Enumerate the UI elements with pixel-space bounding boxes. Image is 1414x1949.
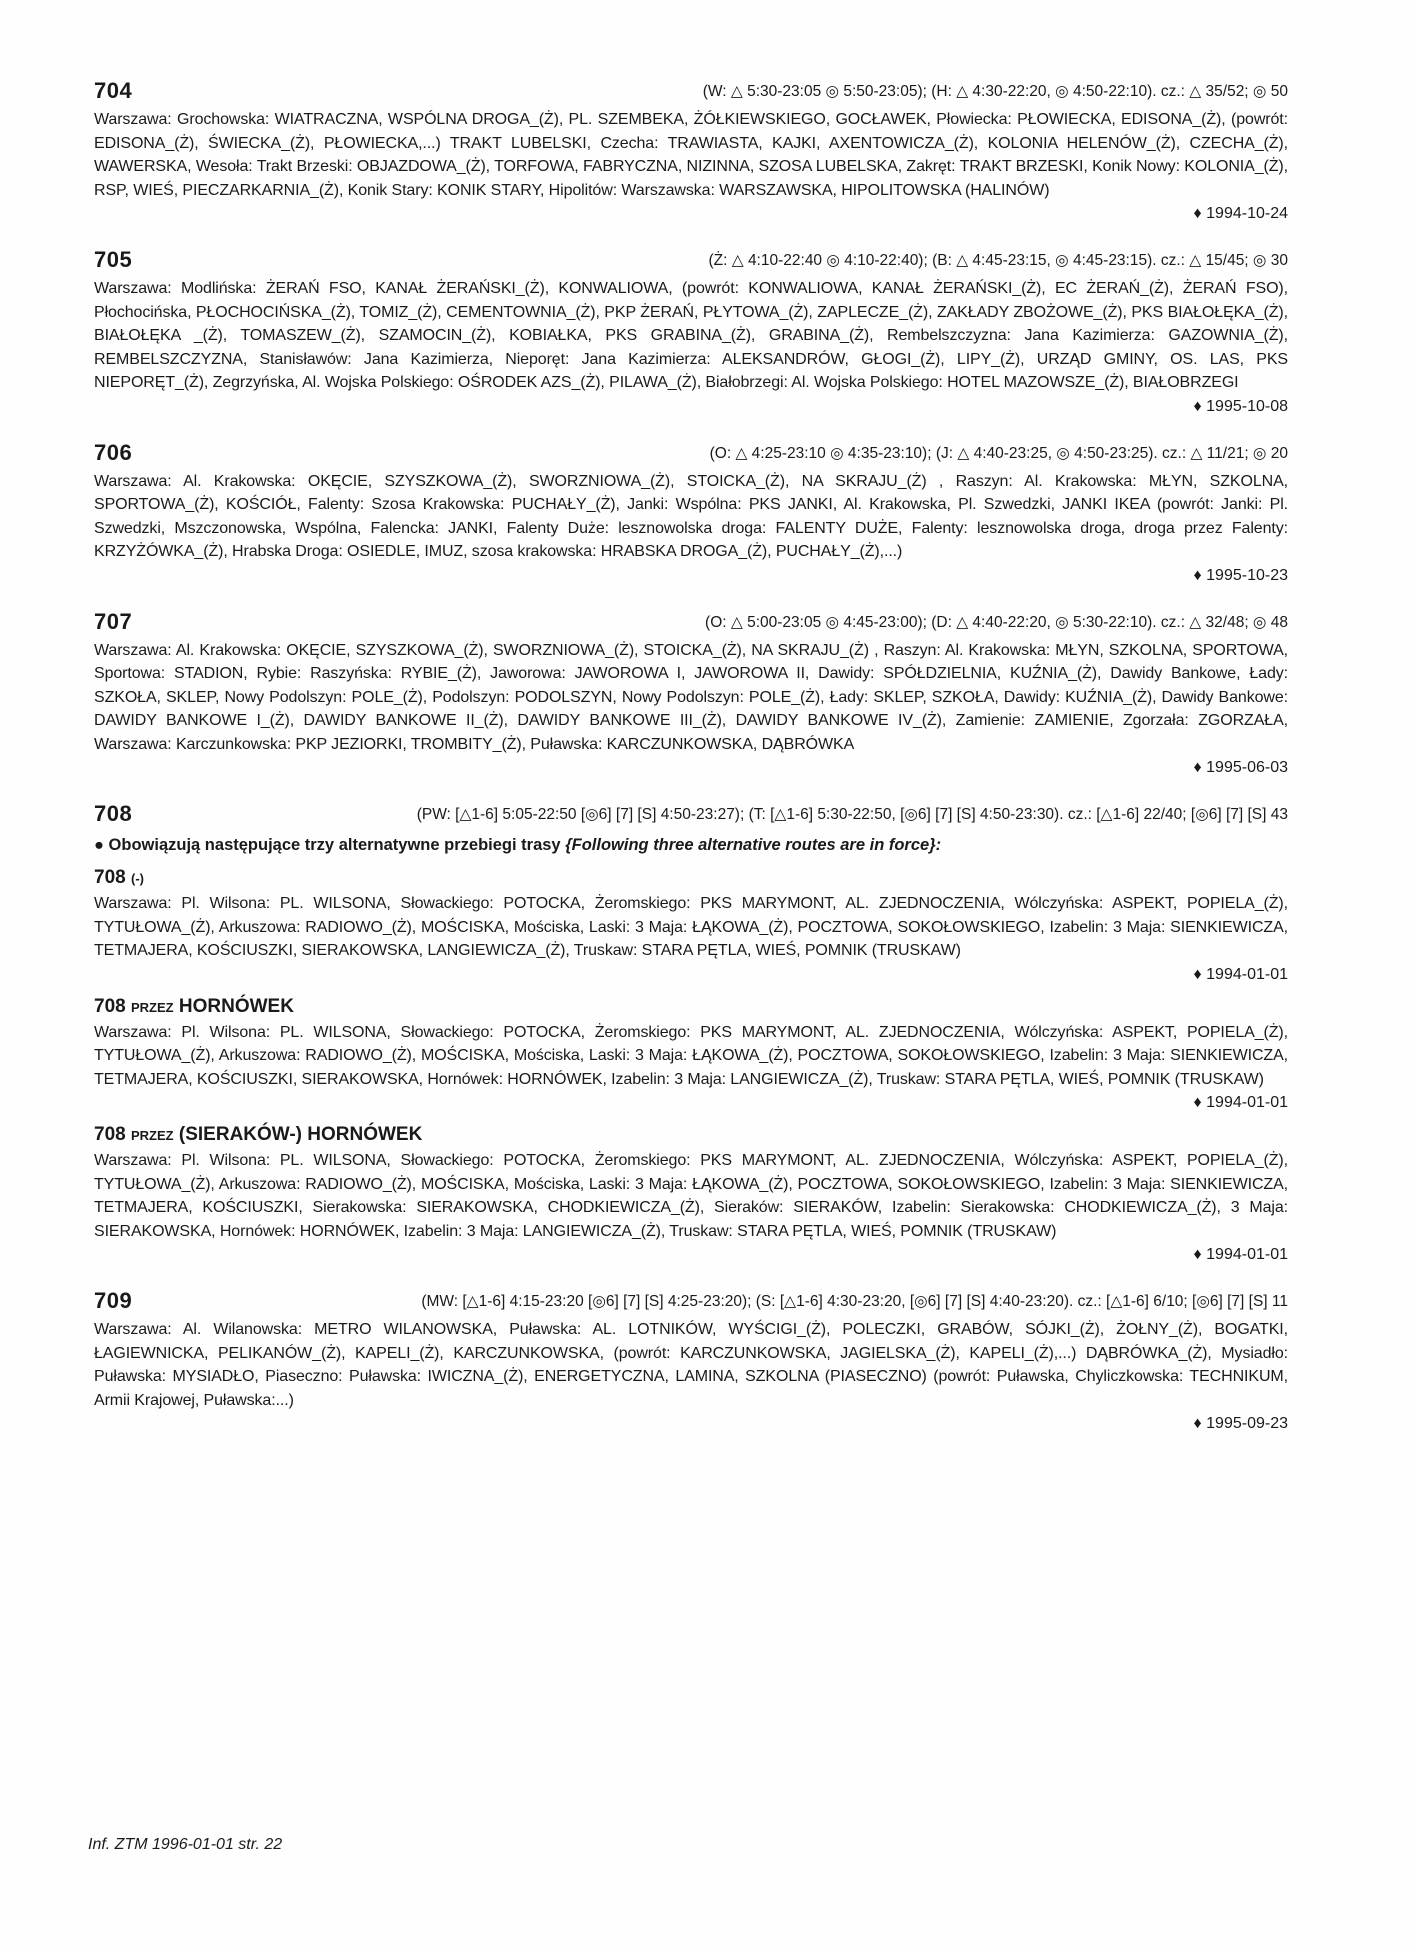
schedule-info: (O: △ 4:25-23:10 ◎ 4:35-23:10); (J: △ 4:40-23:25, ◎ 4:50-23:25). cz.: △ 11/21; ◎ 20 (709, 444, 1288, 462)
notice-text: ● Obowiązują następujące trzy alternatywne przebiegi trasy (94, 836, 561, 854)
route-entry-708 (94, 801, 1288, 1266)
effective-date: ♦ 1994-01-01 (1193, 965, 1288, 983)
route-entry-704 (94, 78, 1288, 225)
route-entry-709 (94, 1288, 1288, 1435)
notice-text-english: {Following three alternative routes are in force}: (565, 836, 942, 854)
route-description: Warszawa: Al. Krakowska: OKĘCIE, SZYSZKOWA_(Ż), SWORZNIOWA_(Ż), STOICKA_(Ż), NA SKRAJU_(Ż) , Raszyn: Al. Krakowska: MŁYN, SZKOLNA, SPORTOWA_(Ż), KOŚCIÓŁ, Falenty: Szosa Krakowska: PUCHAŁY_(Ż), Janki: Wspólna: PKS JANKI, Al. Krakowska, Pl. Szwedzki, JANKI IKEA (powrót: Janki: Pl. Szwedzki, Mszczonowska, Wspólna, Falencka: JANKI, Falenty Duże: lesznowolska droga: FALENTY DUŻE, Falenty: lesznowolska droga, droga przez Falenty: KRZYŻÓWKA_(Ż), Hrabska Droga: OSIEDLE, IMUZ, szosa krakowska: HRABSKA DROGA_(Ż), PUCHAŁY_(Ż),...) (94, 472, 1288, 560)
effective-date: ♦ 1995-10-23 (1193, 566, 1288, 584)
line-number: 708 (94, 801, 133, 826)
variant-title: 708 PRZEZ HORNÓWEK (94, 995, 294, 1017)
line-number: 706 (94, 439, 133, 465)
variant-title: 708 PRZEZ (SIERAKÓW-) HORNÓWEK (94, 1124, 423, 1145)
route-description: Warszawa: Pl. Wilsona: PL. WILSONA, Słowackiego: POTOCKA, Żeromskiego: PKS MARYMONT, AL. ZJEDNOCZENIA, Wólczyńska: ASPEKT, POPIELA_(Ż), TYTUŁOWA_(Ż), Arkuszowa: RADIOWO_(Ż), MOŚCISKA, Mościska, Laski: 3 Maja: ŁĄKOWA_(Ż), POCZTOWA, SOKOŁOWSKIEGO, Izabelin: 3 Maja: SIENKIEWICZA, TETMAJERA, KOŚCIUSZKI, SIERAKOWSKA, LANGIEWICZA_(Ż), Truskaw: STARA PĘTLA, WIEŚ, POMNIK (TRUSKAW) (94, 895, 1288, 959)
route-description: Warszawa: Al. Krakowska: OKĘCIE, SZYSZKOWA_(Ż), SWORZNIOWA_(Ż), STOICKA_(Ż), NA SKRAJU_(Ż) , Raszyn: Al. Krakowska: MŁYN, SZKOLNA, SPORTOWA, Sportowa: STADION, Rybie: Raszyńska: RYBIE_(Ż), Jaworowa: JAWOROWA I, JAWOROWA II, Dawidy: SPÓŁDZIELNIA, KUŹNIA_(Ż), Dawidy Bankowe, Łady: SZKOŁA, SKLEP, Nowy Podolszyn: POLE_(Ż), Podolszyn: PODOLSZYN, Nowy Podolszyn: POLE_(Ż), Łady: SKLEP, SZKOŁA, Dawidy: KUŹNIA_(Ż), Dawidy Bankowe: DAWIDY BANKOWE I_(Ż), DAWIDY BANKOWE II_(Ż), DAWIDY BANKOWE III_(Ż), DAWIDY BANKOWE IV_(Ż), Zamienie: ZAMIENIE, Zgorzała: ZGORZAŁA, Warszawa: Karczunkowska: PKP JEZIORKI, TROMBITY_(Ż), Puławska: KARCZUNKOWSKA, DĄBRÓWKA (94, 641, 1288, 753)
effective-date: ♦ 1994-01-01 (1193, 1246, 1288, 1263)
effective-date: ♦ 1994-01-01 (1193, 1094, 1288, 1111)
route-description: Warszawa: Modlińska: ŻERAŃ FSO, KANAŁ ŻERAŃSKI_(Ż), KONWALIOWA, (powrót: KONWALIOWA, KANAŁ ŻERAŃSKI_(Ż), EC ŻERAŃ_(Ż), ŻERAŃ FSO), Płochocińska, PŁOCHOCIŃSKA_(Ż), TOMIZ_(Ż), CEMENTOWNIA_(Ż), PKP ŻERAŃ, PŁYTOWA_(Ż), ZAPLECZE_(Ż), ZAKŁADY ZBOŻOWE_(Ż), PKS BIAŁOŁĘKA_(Ż), BIAŁOŁĘKA _(Ż), TOMASZEW_(Ż), SZAMOCIN_(Ż), KOBIAŁKA, PKS GRABINA_(Ż), GRABINA_(Ż), Rembelszczyzna: Jana Kazimierza: GAZOWNIA_(Ż), REMBELSZCZYZNA, Stanisławów: Jana Kazimierza, Nieporęt: Jana Kazimierza: ALEKSANDRÓW, GŁOGI_(Ż), LIPY_(Ż), URZĄD GMINY, OS. LAS, PKS NIEPORĘT_(Ż), Zegrzyńska, Al. Wojska Polskiego: OŚRODEK AZS_(Ż), PILAWA_(Ż), Białobrzegi: Al. Wojska Polskiego: HOTEL MAZOWSZE_(Ż), BIAŁOBRZEGI (94, 280, 1288, 391)
schedule-info: (Ż: △ 4:10-22:40 ◎ 4:10-22:40); (B: △ 4:45-23:15, ◎ 4:45-23:15). cz.: △ 15/45; ◎ 30 (708, 252, 1288, 269)
page-footer: Inf. ZTM 1996-01-01 str. 22 (88, 1836, 283, 1853)
effective-date: ♦ 1995-06-03 (1193, 759, 1288, 776)
route-description: Warszawa: Al. Wilanowska: METRO WILANOWSKA, Puławska: AL. LOTNIKÓW, WYŚCIGI_(Ż), POLECZKI, GRABÓW, SÓJKI_(Ż), ŻOŁNY_(Ż), BOGATKI, ŁAGIEWNICKA, PELIKANÓW_(Ż), KAPELI_(Ż), KARCZUNKOWSKA, (powrót: KARCZUNKOWSKA, JAGIELSKA_(Ż), KAPELI_(Ż),...) DĄBRÓWKA_(Ż), Mysiadło: Puławska: MYSIADŁO, Piaseczno: Puławska: IWICZNA_(Ż), ENERGETYCZNA, LAMINA, SZKOLNA (PIASECZNO) (powrót: Puławska, Chyliczkowska: TECHNIKUM, Armii Krajowej, Puławska:...) (94, 1321, 1288, 1409)
route-entry-707 (94, 609, 1288, 780)
route-variant-1 (94, 865, 1288, 986)
schedule-info: (O: △ 5:00-23:05 ◎ 4:45-23:00); (D: △ 4:40-22:20, ◎ 5:30-22:10). cz.: △ 32/48; ◎ 48 (705, 613, 1288, 631)
variant-title: 708 (-) (94, 867, 144, 888)
route-variant-3 (94, 1122, 1288, 1266)
line-number: 704 (94, 78, 133, 103)
line-number: 707 (94, 608, 133, 634)
route-description: Warszawa: Grochowska: WIATRACZNA, WSPÓLNA DROGA_(Ż), PL. SZEMBEKA, ŻÓŁKIEWSKIEGO, GOCŁAWEK, Płowiecka: PŁOWIECKA, EDISONA_(Ż), (powrót: EDISONA_(Ż), ŚWIECKA_(Ż), PŁOWIECKA,...) TRAKT LUBELSKI, Czecha: TRAWIASTA, KAJKI, AXENTOWICZA_(Ż), KOLONIA HELENÓW_(Ż), CZECHA_(Ż), WAWERSKA, Wesoła: Trakt Brzeski: OBJAZDOWA_(Ż), TORFOWA, FABRYCZNA, NIZINNA, SZOSA LUBELSKA, Zakręt: TRAKT BRZESKI, Konik Nowy: KOLONIA_(Ż), RSP, WIEŚ, PIECZARKARNIA_(Ż), Konik Stary: KONIK STARY, Hipolitów: Warszawska: WARSZAWSKA, HIPOLITOWSKA (HALINÓW) (94, 111, 1288, 199)
route-entry-705 (94, 247, 1288, 418)
line-number: 705 (94, 247, 133, 272)
effective-date: ♦ 1994-10-24 (1193, 205, 1288, 222)
effective-date: ♦ 1995-09-23 (1193, 1415, 1288, 1432)
route-variant-2 (94, 994, 1288, 1115)
route-description: Warszawa: Pl. Wilsona: PL. WILSONA, Słowackiego: POTOCKA, Żeromskiego: PKS MARYMONT, AL. ZJEDNOCZENIA, Wólczyńska: ASPEKT, POPIELA_(Ż), TYTUŁOWA_(Ż), Arkuszowa: RADIOWO_(Ż), MOŚCISKA, Mościska, Laski: 3 Maja: ŁĄKOWA_(Ż), POCZTOWA, SOKOŁOWSKIEGO, Izabelin: 3 Maja: SIENKIEWICZA, TETMAJERA, KOŚCIUSZKI, SIERAKOWSKA, Hornówek: HORNÓWEK, Izabelin: 3 Maja: LANGIEWICZA_(Ż), Truskaw: STARA PĘTLA, WIEŚ, POMNIK (TRUSKAW) (94, 1023, 1288, 1088)
route-description: Warszawa: Pl. Wilsona: PL. WILSONA, Słowackiego: POTOCKA, Żeromskiego: PKS MARYMONT, AL. ZJEDNOCZENIA, Wólczyńska: ASPEKT, POPIELA_(Ż), TYTUŁOWA_(Ż), Arkuszowa: RADIOWO_(Ż), MOŚCISKA, Mościska, Laski: 3 Maja: ŁĄKOWA_(Ż), POCZTOWA, SOKOŁOWSKIEGO, Izabelin: 3 Maja: SIENKIEWICZA, TETMAJERA, KOŚCIUSZKI, Sierakowska: SIERAKOWSKA, CHODKIEWICZA_(Ż), Sieraków: SIERAKÓW, Izabelin: Sierakowska: CHODKIEWICZA_(Ż), 3 Maja: SIERAKOWSKA, Hornówek: HORNÓWEK, Izabelin: 3 Maja: LANGIEWICZA_(Ż), Truskaw: STARA PĘTLA, WIEŚ, POMNIK (TRUSKAW) (94, 1152, 1288, 1240)
timetable-page (94, 78, 1288, 1457)
alternative-routes-notice (94, 833, 1288, 857)
route-entry-706 (94, 440, 1288, 587)
schedule-info: (MW: [△1-6] 4:15-23:20 [◎6] [7] [S] 4:25-23:20); (S: [△1-6] 4:30-23:20, [◎6] [7] [S] 4:40-23:20). cz.: [△1-6] 6/10; [◎6] [7] [S] 11 (421, 1293, 1288, 1310)
schedule-info: (PW: [△1-6] 5:05-22:50 [◎6] [7] [S] 4:50-23:27); (T: [△1-6] 5:30-22:50, [◎6] [7] [S] 4:50-23:30). cz.: [△1-6] 22/40; [◎6] [7] [S] 43 (416, 806, 1288, 823)
schedule-info: (W: △ 5:30-23:05 ◎ 5:50-23:05); (H: △ 4:30-22:20, ◎ 4:50-22:10). cz.: △ 35/52; ◎ 50 (702, 83, 1288, 100)
line-number: 709 (94, 1288, 133, 1313)
effective-date: ♦ 1995-10-08 (1193, 397, 1288, 415)
